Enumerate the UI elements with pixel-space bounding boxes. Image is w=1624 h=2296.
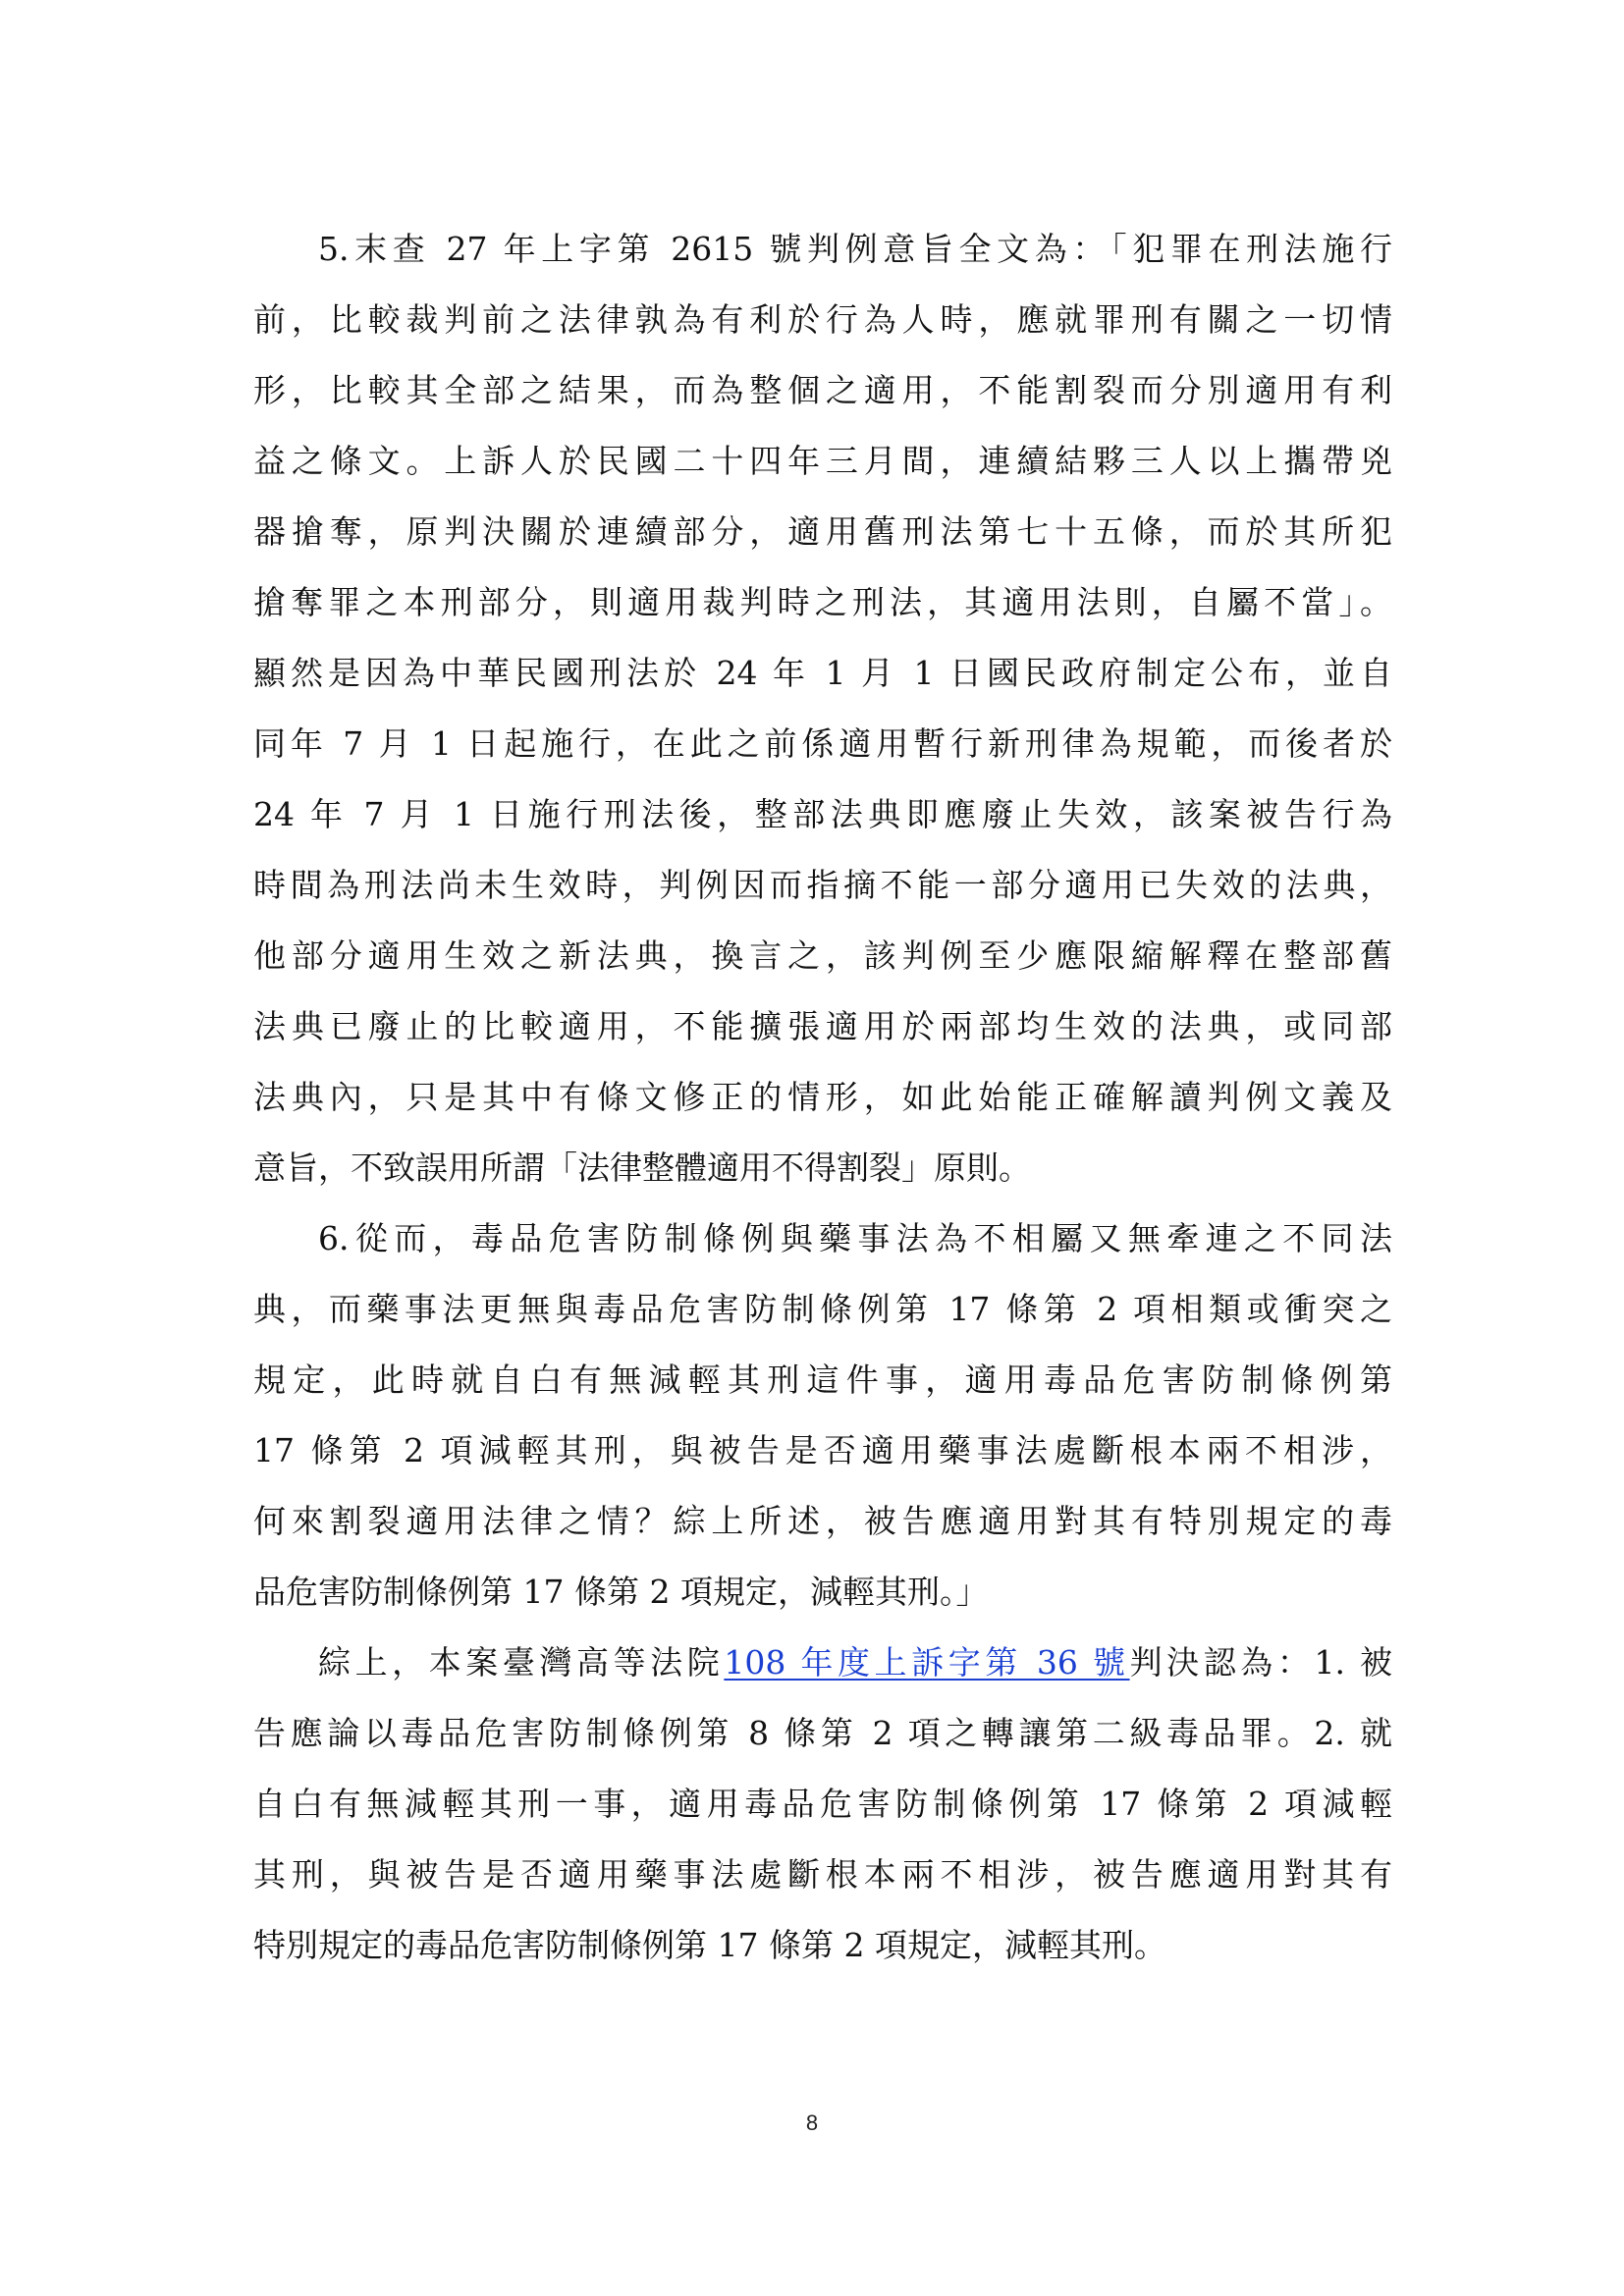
text-line: 品危害防制條例第 17 條第 2 項規定，減輕其刑。」 [253,1573,989,1611]
text-line: 何來割裂適用法律之情？綜上所述，被告應適用對其有特別規定的毒 [253,1502,1392,1540]
summary-intro-text: 綜上，本案臺灣高等法院 [318,1643,725,1682]
text-line: 6.從而，毒品危害防制條例與藥事法為不相屬又無牽連之不同法 [318,1219,1392,1257]
text-line: 器搶奪，原判決關於連續部分，適用舊刑法第七十五條，而於其所犯 [253,512,1392,551]
summary-intro-continuation: 判決認為：1. 被 [1129,1643,1392,1682]
paragraph-5 [253,214,1392,1203]
text-line: 時間為刑法尚未生效時，判例因而指摘不能一部分適用已失效的法典， [253,866,1392,904]
text-line: 17 條第 2 項減輕其刑，與被告是否適用藥事法處斷根本兩不相涉， [253,1431,1392,1469]
text-line: 形，比較其全部之結果，而為整個之適用，不能割裂而分別適用有利 [253,371,1392,409]
paragraph-summary [253,1628,1392,1981]
page-number: 8 [805,2110,819,2135]
text-line: 他部分適用生效之新法典，換言之，該判例至少應限縮解釋在整部舊 [253,936,1392,975]
text-line: 典，而藥事法更無與毒品危害防制條例第 17 條第 2 項相類或衝突之 [253,1290,1392,1328]
text-line: 同年 7 月 1 日起施行，在此之前係適用暫行新刑律為規範，而後者於 [253,724,1392,763]
text-line: 其刑，與被告是否適用藥事法處斷根本兩不相涉，被告應適用對其有 [253,1855,1392,1894]
text-line: 規定，此時就自白有無減輕其刑這件事，適用毒品危害防制條例第 [253,1361,1392,1399]
text-line: 24 年 7 月 1 日施行刑法後，整部法典即應廢止失效，該案被告行為 [253,795,1392,833]
text-line: 特別規定的毒品危害防制條例第 17 條第 2 項規定，減輕其刑。 [253,1926,1166,1964]
case-citation-link[interactable]: 108 年度上訴字第 36 號 [724,1643,1130,1682]
text-line: 法典內，只是其中有條文修正的情形，如此始能正確解讀判例文義及 [253,1078,1392,1116]
text-line: 告應論以毒品危害防制條例第 8 條第 2 項之轉讓第二級毒品罪。2. 就 [253,1714,1392,1752]
text-line: 前，比較裁判前之法律孰為有利於行為人時，應就罪刑有關之一切情 [253,300,1392,339]
text-line: 意旨，不致誤用所謂「法律整體適用不得割裂」原則。 [253,1148,1031,1187]
text-line: 顯然是因為中華民國刑法於 24 年 1 月 1 日國民政府制定公布，並自 [253,654,1392,692]
text-line: 自白有無減輕其刑一事，適用毒品危害防制條例第 17 條第 2 項減輕 [253,1785,1392,1823]
text-line: 5.末查 27 年上字第 2615 號判例意旨全文為：「犯罪在刑法施行 [318,230,1392,268]
document-body [253,214,1392,1981]
text-line: 法典已廢止的比較適用，不能擴張適用於兩部均生效的法典，或同部 [253,1007,1392,1045]
paragraph-6 [253,1203,1392,1628]
text-line: 搶奪罪之本刑部分，則適用裁判時之刑法，其適用法則，自屬不當」。 [253,583,1392,621]
text-line: 益之條文。上訴人於民國二十四年三月間，連續結夥三人以上攜帶兇 [253,442,1392,480]
text-line [253,1628,1392,1698]
